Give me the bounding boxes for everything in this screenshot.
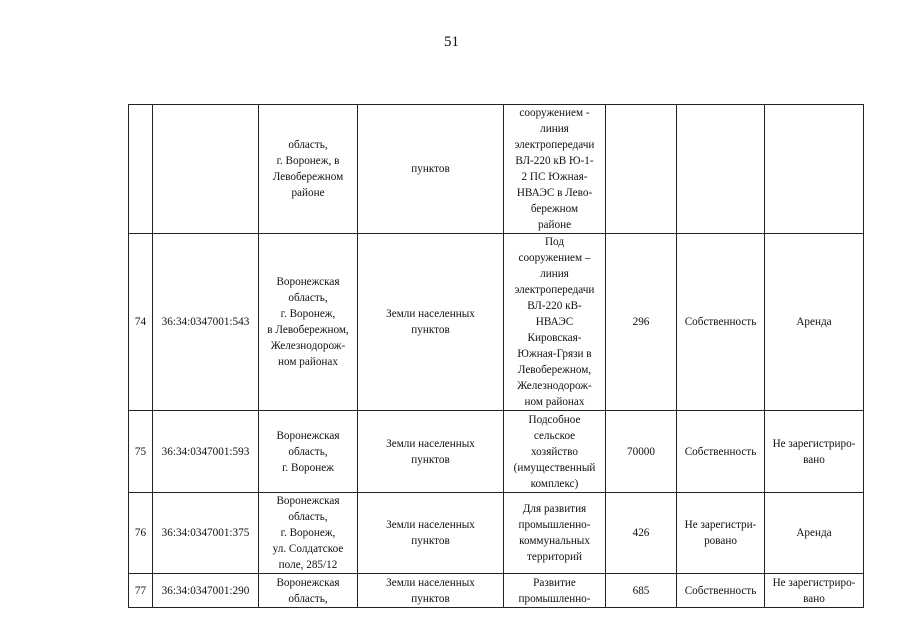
table-row [129, 493, 864, 574]
permitted-use-cell: сооружением - линия электропередачи ВЛ-220 кВ Ю-1- 2 ПС Южная- НВАЭС в Лево- бережном районе [504, 105, 606, 234]
address-cell: область, г. Воронеж, в Левобережном районе [259, 105, 358, 234]
permitted-use-cell: Развитие промышленно- [504, 574, 606, 608]
right-type-cell: Собственность [677, 574, 765, 608]
land-category-cell: Земли населенных пунктов [358, 411, 504, 493]
cadastral-number-cell: 36:34:0347001:375 [153, 493, 259, 574]
area-cell: 426 [606, 493, 677, 574]
permitted-use-cell: Для развития промышленно- коммунальных территорий [504, 493, 606, 574]
cadastral-number-cell: 36:34:0347001:593 [153, 411, 259, 493]
encumbrance-cell: Аренда [765, 493, 864, 574]
encumbrance-cell [765, 105, 864, 234]
encumbrance-cell: Не зарегистриро- вано [765, 574, 864, 608]
land-category-cell: Земли населенных пунктов [358, 493, 504, 574]
right-type-cell [677, 105, 765, 234]
address-cell: Воронежская область, г. Воронеж, в Левобережном, Железнодорож- ном районах [259, 234, 358, 411]
row-number-cell [129, 105, 153, 234]
page-number: 51 [444, 34, 459, 50]
encumbrance-cell: Не зарегистриро- вано [765, 411, 864, 493]
table-row [129, 411, 864, 493]
permitted-use-cell: Под сооружением – линия электропередачи ВЛ-220 кВ- НВАЭС Кировская- Южная-Грязи в Левобережном, Железнодорож- ном районах [504, 234, 606, 411]
cadastral-number-cell: 36:34:0347001:290 [153, 574, 259, 608]
address-cell: Воронежская область, г. Воронеж, ул. Солдатское поле, 285/12 [259, 493, 358, 574]
row-number-cell: 74 [129, 234, 153, 411]
encumbrance-cell: Аренда [765, 234, 864, 411]
area-cell: 70000 [606, 411, 677, 493]
area-cell [606, 105, 677, 234]
cadastral-number-cell [153, 105, 259, 234]
land-registry-table [128, 104, 864, 608]
cadastral-number-cell: 36:34:0347001:543 [153, 234, 259, 411]
row-number-cell: 75 [129, 411, 153, 493]
area-cell: 685 [606, 574, 677, 608]
address-cell: Воронежская область, [259, 574, 358, 608]
address-cell: Воронежская область, г. Воронеж [259, 411, 358, 493]
table-row [129, 574, 864, 608]
permitted-use-cell: Подсобное сельское хозяйство (имущественный комплекс) [504, 411, 606, 493]
right-type-cell: Собственность [677, 234, 765, 411]
land-category-cell: Земли населенных пунктов [358, 574, 504, 608]
land-category-cell: пунктов [358, 105, 504, 234]
right-type-cell: Не зарегистри- ровано [677, 493, 765, 574]
right-type-cell: Собственность [677, 411, 765, 493]
land-category-cell: Земли населенных пунктов [358, 234, 504, 411]
table-row [129, 234, 864, 411]
row-number-cell: 77 [129, 574, 153, 608]
area-cell: 296 [606, 234, 677, 411]
row-number-cell: 76 [129, 493, 153, 574]
table-row [129, 105, 864, 234]
